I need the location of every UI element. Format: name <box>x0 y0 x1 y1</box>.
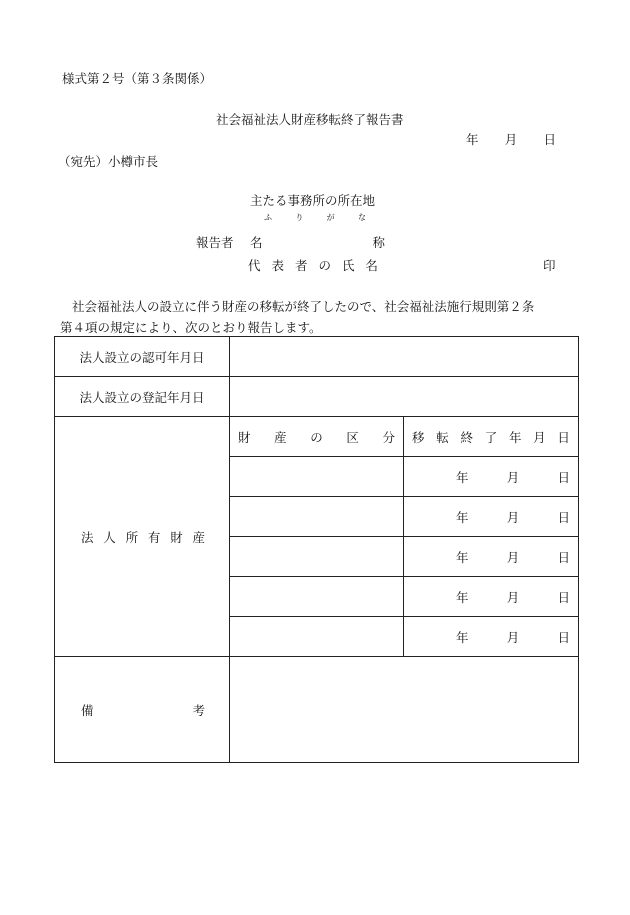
assets-label-cell <box>55 417 230 657</box>
body-text-line1: 社会福祉法人の設立に伴う財産の移転が終了したので、社会福祉法施行規則第２条 <box>72 299 535 314</box>
asset-category-header: 財 産 の 区 分 <box>230 417 404 457</box>
registration-date-field[interactable] <box>230 377 579 417</box>
document-title: 社会福祉法人財産移転終了報告書 <box>216 112 404 127</box>
asset-category-field[interactable] <box>230 457 404 497</box>
seal-mark: 印 <box>543 258 556 273</box>
addressee: （宛先）小樽市長 <box>58 154 159 169</box>
month-label: 月 <box>504 132 518 147</box>
approval-date-label: 法人設立の認可年月日 <box>55 337 230 377</box>
transfer-date-field[interactable]: 年 月 日 <box>404 497 579 537</box>
asset-category-field[interactable] <box>230 537 404 577</box>
approval-date-field[interactable] <box>230 337 579 377</box>
report-table <box>54 336 579 763</box>
report-date <box>466 130 556 148</box>
transfer-date-field[interactable]: 年 月 日 <box>404 577 579 617</box>
day-label: 日 <box>543 132 556 147</box>
remarks-label: 備 考 <box>81 702 205 718</box>
assets-label: 法 人 所 有 財 産 <box>81 529 205 545</box>
name-label: 名 称 <box>250 235 385 250</box>
transfer-date-field[interactable]: 年 月 日 <box>404 457 579 497</box>
registration-date-label: 法人設立の登記年月日 <box>55 377 230 417</box>
transfer-date-header: 移 転 終 了 年 月 日 <box>404 417 579 457</box>
transfer-date-field[interactable]: 年 月 日 <box>404 617 579 657</box>
transfer-date-field[interactable]: 年 月 日 <box>404 537 579 577</box>
remarks-field[interactable] <box>230 657 579 763</box>
asset-category-field[interactable] <box>230 497 404 537</box>
body-text-line2: 第４項の規定により、次のとおり報告します。 <box>60 320 322 335</box>
form-number: 様式第２号（第３条関係） <box>62 71 213 86</box>
address-label: 主たる事務所の所在地 <box>250 193 376 208</box>
representative-label: 代 表 者 の 氏 名 <box>248 258 378 273</box>
reporter-label: 報告者 <box>196 235 234 250</box>
asset-category-field[interactable] <box>230 617 404 657</box>
furigana-label: ふ り が な <box>264 213 366 222</box>
year-label: 年 <box>466 132 479 147</box>
remarks-label-cell <box>55 657 230 763</box>
asset-category-field[interactable] <box>230 577 404 617</box>
